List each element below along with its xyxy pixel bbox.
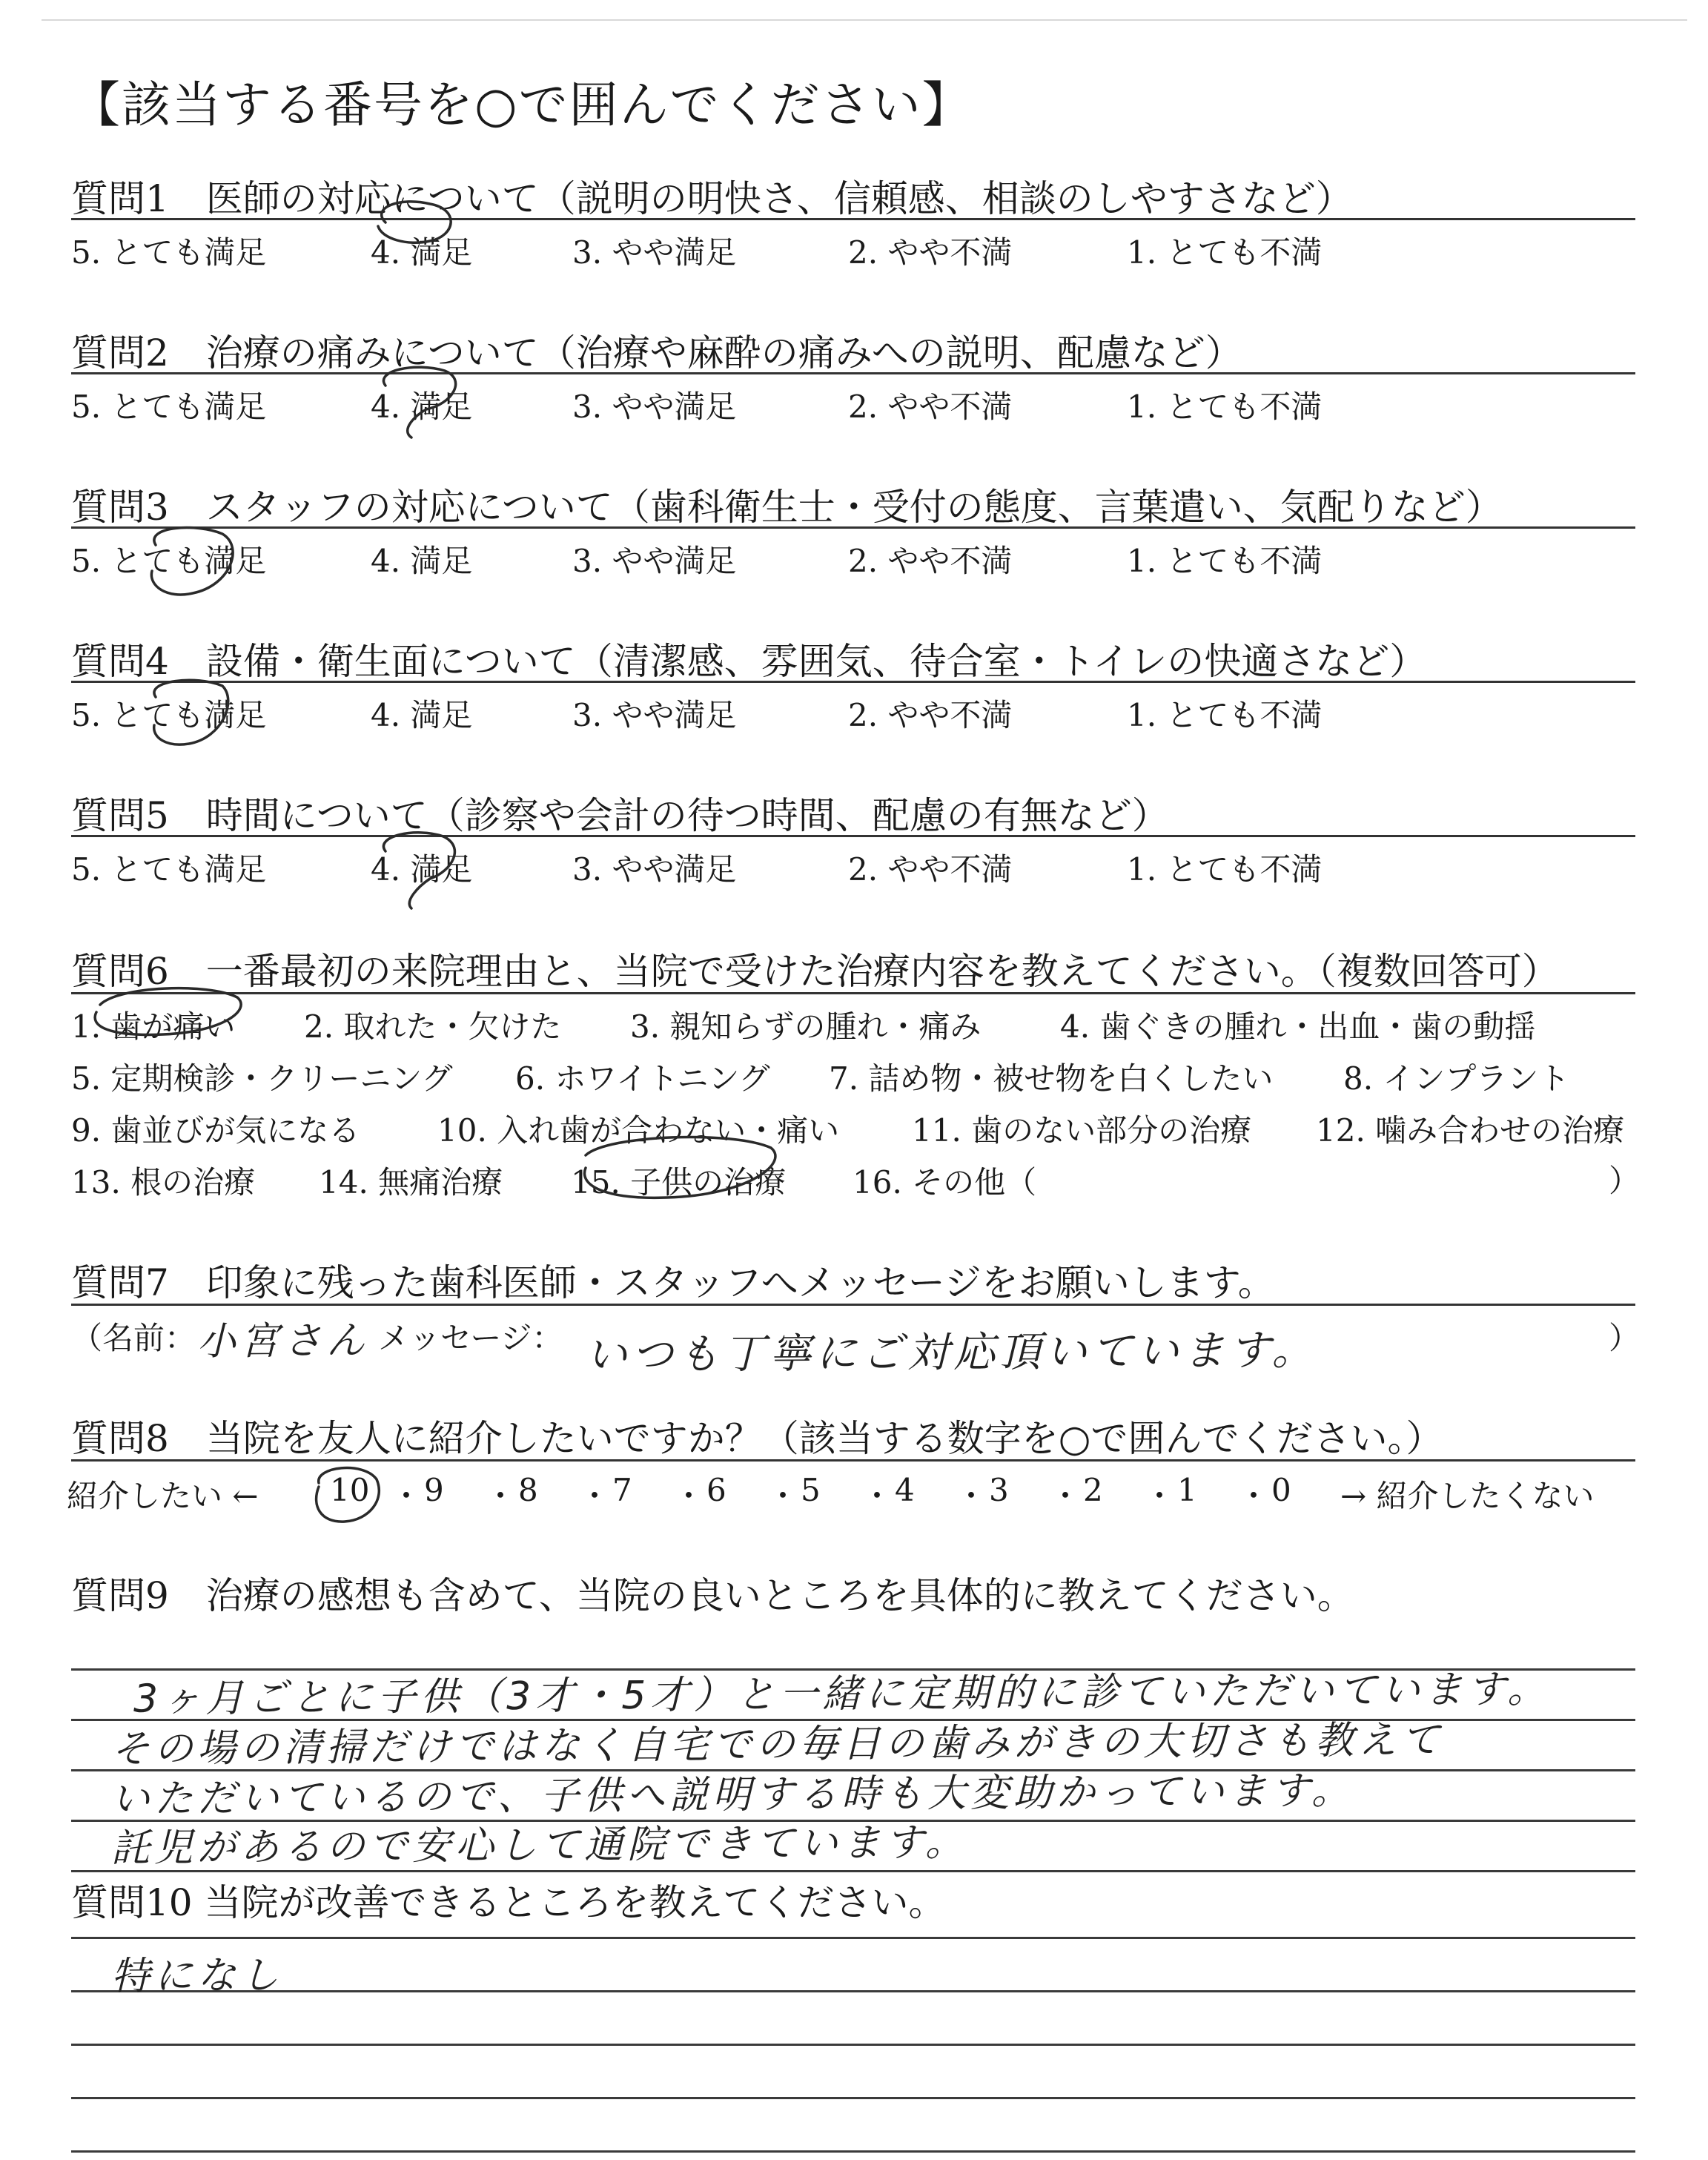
- question-5-option-3[interactable]: 3. やや満足: [572, 851, 737, 888]
- other-close-paren: ）: [1609, 1163, 1641, 1199]
- question-2-option-5[interactable]: 5. とても満足: [71, 389, 267, 425]
- question-4-option-5[interactable]: 5. とても満足: [71, 697, 267, 733]
- recommend-score-6[interactable]: 6: [706, 1472, 726, 1508]
- reason-option-7[interactable]: 7. 詰め物・被せ物を白くしたい: [829, 1060, 1274, 1097]
- recommend-score-8[interactable]: 8: [518, 1472, 538, 1508]
- reason-option-1[interactable]: 1. 歯が痛い: [71, 1008, 236, 1045]
- recommend-score-9[interactable]: 9: [424, 1472, 444, 1508]
- question-1-rule: [71, 218, 1635, 220]
- recommend-score-5[interactable]: 5: [801, 1472, 821, 1508]
- question-2-option-1[interactable]: 1. とても不満: [1127, 389, 1323, 425]
- answer-9-line-4[interactable]: 託児があるので安心して通院できています。: [110, 1820, 969, 1872]
- reason-option-2[interactable]: 2. 取れた・欠けた: [304, 1008, 562, 1045]
- question-1-option-4[interactable]: 4. 満足: [371, 234, 473, 271]
- answer-10-rule: [71, 2150, 1635, 2153]
- question-2-option-2[interactable]: 2. やや不満: [848, 389, 1013, 425]
- name-handwritten[interactable]: 小宮さん: [196, 1318, 370, 1364]
- question-5-option-1[interactable]: 1. とても不満: [1127, 851, 1323, 888]
- scale-separator: ・: [956, 1478, 987, 1514]
- question-3-option-1[interactable]: 1. とても不満: [1127, 543, 1323, 579]
- message-handwritten[interactable]: いつも丁寧にご対応頂いています。: [585, 1326, 1318, 1380]
- question-3-heading: 質問3 スタッフの対応について（歯科衛生士・受付の態度、言葉遣い、気配りなど）: [71, 486, 1503, 529]
- recommend-score-10[interactable]: 10: [330, 1472, 370, 1508]
- reason-option-4[interactable]: 4. 歯ぐきの腫れ・出血・歯の動揺: [1060, 1008, 1536, 1045]
- question-4-option-3[interactable]: 3. やや満足: [572, 697, 737, 733]
- scale-separator: ・: [861, 1478, 893, 1514]
- scan-top-edge: [42, 19, 1687, 21]
- question-9-heading: 質問9 治療の感想も含めて、当院の良いところを具体的に教えてください。: [71, 1574, 1354, 1617]
- question-4-heading: 質問4 設備・衛生面について（清潔感、雰囲気、待合室・トイレの快適さなど）: [71, 640, 1427, 683]
- answer-10-rule: [71, 1937, 1635, 1939]
- answer-9-line-1[interactable]: 3ヶ月ごとに子供（3才・5才）と一緒に定期的に診ていただいています。: [133, 1667, 1551, 1722]
- scale-separator: ・: [1238, 1478, 1270, 1514]
- reason-option-13[interactable]: 13. 根の治療: [71, 1164, 256, 1200]
- recommend-score-1[interactable]: 1: [1177, 1472, 1197, 1508]
- reason-option-12[interactable]: 12. 噛み合わせの治療: [1316, 1112, 1625, 1149]
- reason-option-16[interactable]: 16. その他（: [853, 1164, 1037, 1200]
- message-close-paren: ）: [1609, 1320, 1641, 1356]
- reason-option-10[interactable]: 10. 入れ歯が合わない・痛い: [437, 1112, 840, 1149]
- scale-separator: ・: [485, 1478, 517, 1514]
- question-7-heading: 質問7 印象に残った歯科医師・スタッフへメッセージをお願いします。: [71, 1261, 1275, 1304]
- question-7-rule: [71, 1304, 1635, 1306]
- question-2-option-3[interactable]: 3. やや満足: [572, 389, 737, 425]
- recommend-score-3[interactable]: 3: [989, 1472, 1009, 1508]
- question-3-option-4[interactable]: 4. 満足: [371, 543, 473, 579]
- scale-separator: ・: [1144, 1478, 1176, 1514]
- reason-option-8[interactable]: 8. インプラント: [1343, 1060, 1570, 1097]
- recommend-score-2[interactable]: 2: [1083, 1472, 1103, 1508]
- recommend-score-4[interactable]: 4: [895, 1472, 915, 1508]
- scale-separator: ・: [673, 1478, 705, 1514]
- question-1-heading: 質問1 医師の対応について（説明の明快さ、信頼感、相談のしやすさなど）: [71, 177, 1353, 220]
- question-5-option-2[interactable]: 2. やや不満: [848, 851, 1013, 888]
- answer-9-line-3[interactable]: いただいているので、子供へ説明する時も大変助かっています。: [110, 1768, 1355, 1822]
- question-1-option-2[interactable]: 2. やや不満: [848, 234, 1013, 271]
- question-4-rule: [71, 681, 1635, 683]
- reason-option-6[interactable]: 6. ホワイトニング: [515, 1060, 770, 1097]
- question-2-heading: 質問2 治療の痛みについて（治療や麻酔の痛みへの説明、配慮など）: [71, 331, 1242, 374]
- question-8-rule: [71, 1459, 1635, 1462]
- scale-separator: ・: [579, 1478, 611, 1514]
- recommend-score-0[interactable]: 0: [1271, 1472, 1291, 1508]
- recommend-left-label: 紹介したい ←: [67, 1478, 259, 1514]
- question-10-heading: 質問10 当院が改善できるところを教えてください。: [71, 1881, 946, 1924]
- scale-separator: ・: [391, 1478, 423, 1514]
- recommend-right-label: → 紹介したくない: [1340, 1478, 1595, 1514]
- question-4-option-2[interactable]: 2. やや不満: [848, 697, 1013, 733]
- reason-option-11[interactable]: 11. 歯のない部分の治療: [912, 1112, 1252, 1149]
- recommend-score-7[interactable]: 7: [612, 1472, 632, 1508]
- answer-10-rule: [71, 2044, 1635, 2046]
- question-3-option-5[interactable]: 5. とても満足: [71, 543, 267, 579]
- question-3-option-2[interactable]: 2. やや不満: [848, 543, 1013, 579]
- question-5-heading: 質問5 時間について（診察や会計の待つ時間、配慮の有無など）: [71, 794, 1169, 837]
- answer-10-line-1[interactable]: 特になし: [110, 1953, 284, 1999]
- answer-10-rule: [71, 1990, 1635, 1992]
- question-6-rule: [71, 992, 1635, 994]
- question-2-rule: [71, 372, 1635, 374]
- question-5-option-4[interactable]: 4. 満足: [371, 851, 473, 888]
- scale-separator: ・: [767, 1478, 799, 1514]
- question-8-heading: 質問8 当院を友人に紹介したいですか？（該当する数字を○で囲んでください。）: [71, 1417, 1443, 1460]
- reason-option-14[interactable]: 14. 無痛治療: [319, 1164, 503, 1200]
- answer-9-line-2[interactable]: その場の清掃だけではなく自宅での毎日の歯みがきの大切さも教えて: [110, 1717, 1445, 1772]
- question-6-heading: 質問6 一番最初の来院理由と、当院で受けた治療内容を教えてください。（複数回答可）: [71, 950, 1559, 993]
- question-4-option-1[interactable]: 1. とても不満: [1127, 697, 1323, 733]
- question-1-option-3[interactable]: 3. やや満足: [572, 234, 737, 271]
- question-1-option-1[interactable]: 1. とても不満: [1127, 234, 1323, 271]
- question-3-rule: [71, 526, 1635, 529]
- reason-option-5[interactable]: 5. 定期検診・クリーニング: [71, 1060, 453, 1097]
- reason-option-3[interactable]: 3. 親知らずの腫れ・痛み: [630, 1008, 982, 1045]
- question-1-option-5[interactable]: 5. とても満足: [71, 234, 267, 271]
- reason-option-15[interactable]: 15. 子供の治療: [571, 1164, 787, 1200]
- question-3-option-3[interactable]: 3. やや満足: [572, 543, 737, 579]
- scale-separator: ・: [1050, 1478, 1082, 1514]
- name-label: （名前：: [71, 1320, 196, 1356]
- page-title: 【該当する番号を○で囲んでください】: [71, 76, 973, 133]
- question-4-option-4[interactable]: 4. 満足: [371, 697, 473, 733]
- reason-option-9[interactable]: 9. 歯並びが気になる: [71, 1112, 360, 1149]
- answer-10-rule: [71, 2097, 1635, 2099]
- question-5-rule: [71, 835, 1635, 837]
- question-2-option-4[interactable]: 4. 満足: [371, 389, 473, 425]
- question-5-option-5[interactable]: 5. とても満足: [71, 851, 267, 888]
- message-label: メッセージ：: [378, 1320, 563, 1356]
